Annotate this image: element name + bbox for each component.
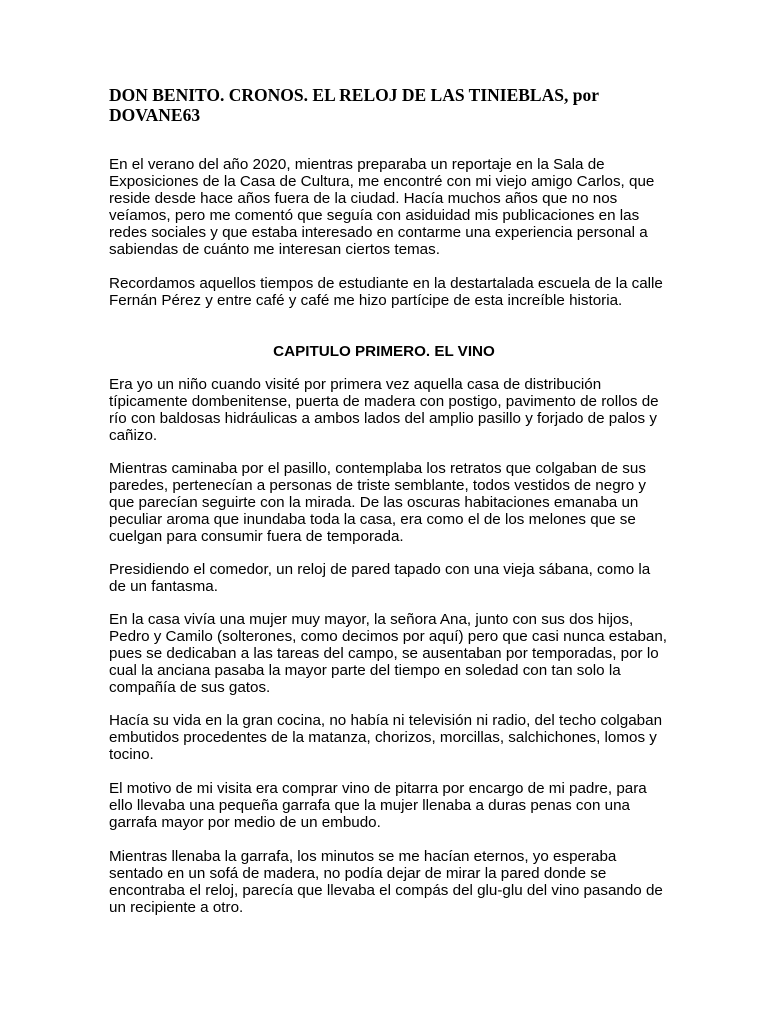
paragraph: Mientras llenaba la garrafa, los minutos se me hacían eternos, yo esperaba sentado en un sofá de madera, no podía dejar de mirar la pared donde se encontraba el reloj, parecía que llevaba el compás del glu-glu del vino pasando de un recipiente a otro. bbox=[109, 848, 663, 916]
chapter-heading: CAPITULO PRIMERO. EL VINO bbox=[273, 343, 495, 360]
paragraph: En el verano del año 2020, mientras preparaba un reportaje en la Sala de Exposiciones de la Casa de Cultura, me encontré con mi viejo amigo Carlos, que reside desde hace años fuera de la ciudad. Hacía muchos años que no nos veíamos, pero me comentó que seguía con asiduidad mis publicaciones en las redes sociales y que estaba interesado en contarme una experiencia personal a sabiendas de cuánto me interesan ciertos temas. bbox=[109, 156, 655, 258]
paragraph: Era yo un niño cuando visité por primera vez aquella casa de distribución típicamente dombenitense, puerta de madera con postigo, pavimento de rollos de río con baldosas hidráulicas a ambos lados del amplio pasillo y forjado de palos y cañizo. bbox=[109, 376, 659, 444]
paragraph: Recordamos aquellos tiempos de estudiante en la destartalada escuela de la calle Fernán Pérez y entre café y café me hizo partícipe de esta increíble historia. bbox=[109, 275, 663, 309]
paragraph: En la casa vivía una mujer muy mayor, la señora Ana, junto con sus dos hijos, Pedro y Camilo (solterones, como decimos por aquí) pero que casi nunca estaban, pues se dedicaban a las tareas del campo, se ausentaban por temporadas, por lo cual la anciana pasaba la mayor parte del tiempo en soledad con tan solo la compañía de sus gatos. bbox=[109, 611, 668, 696]
paragraph: Presidiendo el comedor, un reloj de pared tapado con una vieja sábana, como la de un fantasma. bbox=[109, 561, 651, 595]
paragraph: El motivo de mi visita era comprar vino de pitarra por encargo de mi padre, para ello llevaba una pequeña garrafa que la mujer llenaba a duras penas con una garrafa mayor por medio de un embudo. bbox=[109, 780, 647, 831]
paragraph: Mientras caminaba por el pasillo, contemplaba los retratos que colgaban de sus paredes, pertenecían a personas de triste semblante, todos vestidos de negro y que parecían seguirte con la mirada. De las oscuras habitaciones emanaba un peculiar aroma que inundaba toda la casa, era como el de los melones que se cuelgan para consumir fuera de temporada. bbox=[109, 460, 646, 545]
paragraph: Hacía su vida en la gran cocina, no había ni televisión ni radio, del techo colgaban embutidos procedentes de la matanza, chorizos, morcillas, salchichones, lomos y tocino. bbox=[109, 712, 663, 763]
document-title: DON BENITO. CRONOS. EL RELOJ DE LAS TINIEBLAS, por DOVANE63 bbox=[109, 85, 599, 125]
